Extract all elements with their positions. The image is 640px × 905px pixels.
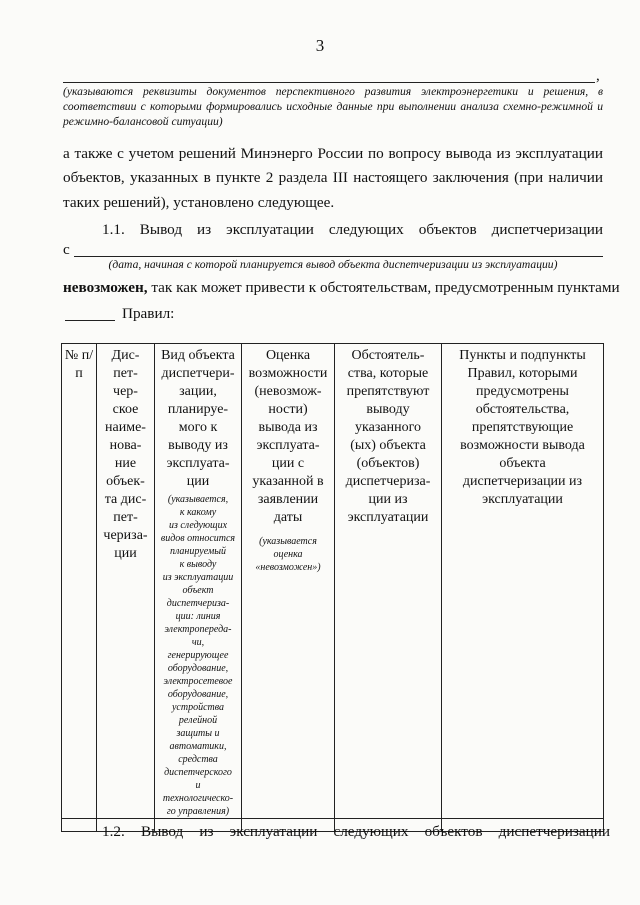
col-name-header: Дис- пет- чер- ское наиме- нова- ние объек- та дис- пет- чериза- ции [97,344,155,819]
section-1-2-heading: 1.2. Вывод из эксплуатации следующих объектов диспетчеризации [102,823,610,840]
impossible-rest: так как может привести к обстоятельствам, предусмотренным пунктами [147,279,620,296]
col-type-title: Вид объекта диспетчери- зации, планируе- мого к выводу из эксплуата- ции [161,348,235,489]
col-circumstances-header: Обстоятель- ства, которые препятствуют выводу указанного (ых) объекта (объектов) диспетчериза- ции из эксплуатации [335,344,442,819]
table-row [62,344,604,819]
col-assessment-title: Оценка возможности (невозмож- ности) вывода из эксплуата- ции с указанной в заявлении даты [248,348,328,525]
requisites-caption: (указываются реквизиты документов перспективного развития электроэнергетики и решения, в соответствии с которыми формировались исходные данные при выполнении анализа схемно-режимной и режимно-балансовой ситуации) [63,85,603,128]
section-1-1-heading: 1.1. Вывод из эксплуатации следующих объектов диспетчеризации [102,221,603,238]
objects-table [61,343,604,832]
page-number: 3 [315,36,325,55]
requisites-blank-line [63,82,595,83]
col-number-header: № п/п [62,344,97,819]
col-type-note: (указывается, к какому из следующих видов относится планируемый к выводу из эксплуатации объект диспетчериза- ции: линия электропереда- чи, генерирующее оборудование, электросетевое оборудование, устройства релейной защиты и автоматики, средства диспетчерского и технологическо- го управления) [160,494,236,817]
impossible-word: невозможен, [63,279,148,296]
date-caption: (дата, начиная с которой планируется вывод объекта диспетчеризации из эксплуатации) [108,258,558,271]
date-prefix: с [63,241,70,258]
col-assessment-note: (указывается оценка «невозможен») [255,536,321,573]
col-type-header [155,344,242,819]
paragraph-line-1: а также с учетом решений Минэнерго России по вопросу вывода из эксплуатации [63,145,603,162]
paragraph-line-3: таких решений), установлено следующее. [63,194,335,211]
requisites-comma: , [596,68,600,84]
rules-word: Правил: [122,305,175,322]
paragraph-line-2: объектов, указанных в пункте 2 раздела III настоящего заключения (при наличии [63,169,603,186]
rules-blank-line [65,320,115,321]
impossible-line [63,276,620,299]
col-assessment-header [242,344,335,819]
col-rules-header: Пункты и подпункты Правил, которыми предусмотрены обстоятельства, препятствующие возможности вывода объекта диспетчеризации из эксплуатации [442,344,604,819]
